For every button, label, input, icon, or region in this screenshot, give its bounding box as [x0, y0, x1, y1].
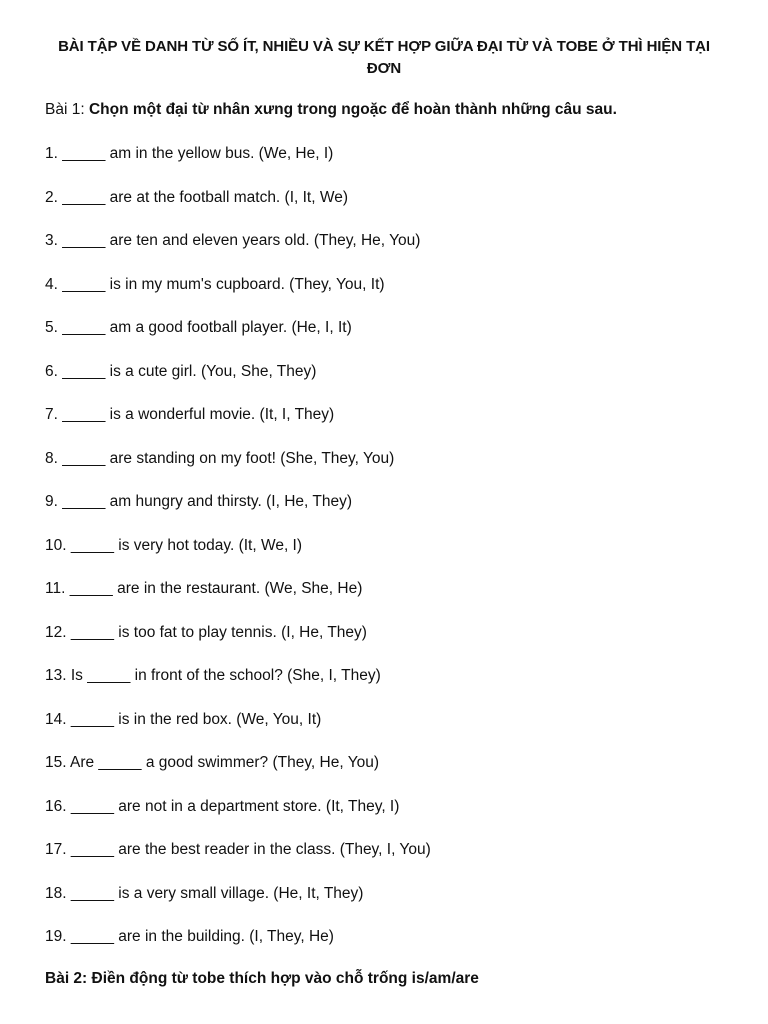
question-item: 12. _____ is too fat to play tennis. (I, He, They)	[45, 623, 367, 641]
question-item: 4. _____ is in my mum's cupboard. (They, You, It)	[45, 275, 385, 293]
question-item: 11. _____ are in the restaurant. (We, She, He)	[45, 580, 363, 597]
question-item: 18. _____ is a very small village. (He, It, They)	[45, 884, 364, 902]
question-item: 15. Are _____ a good swimmer? (They, He, You)	[45, 754, 380, 771]
exercise1-question-list	[45, 144, 431, 971]
question-item: 13. Is _____ in front of the school? (She, I, They)	[45, 667, 381, 684]
question-item: 2. _____ are at the football match. (I, It, We)	[45, 188, 348, 206]
question-item: 3. _____ are ten and eleven years old. (They, He, You)	[45, 232, 421, 249]
question-item: 9. _____ am hungry and thirsty. (I, He, They)	[45, 493, 352, 510]
question-item: 16. _____ are not in a department store. (It, They, I)	[45, 797, 400, 815]
question-item: 6. _____ is a cute girl. (You, She, They)	[45, 362, 317, 380]
question-item: 17. _____ are the best reader in the class. (They, I, You)	[45, 841, 431, 858]
exercise2-heading: Bài 2: Điền động từ tobe thích hợp vào chỗ trống is/am/are	[45, 970, 479, 987]
exercise1-instruction-text: Chọn một đại từ nhân xưng trong ngoặc để hoàn thành những câu sau.	[88, 101, 617, 118]
exercise1-label: Bài 1:	[45, 101, 89, 118]
exercise1-instruction	[45, 100, 617, 120]
question-item: 19. _____ are in the building. (I, They, He)	[45, 928, 334, 945]
document-title: BÀI TẬP VỀ DANH TỪ SỐ ÍT, NHIỀU VÀ SỰ KẾT HỢP GIỮA ĐẠI TỪ VÀ TOBE Ở THÌ HIỆN TẠI ĐƠN	[58, 38, 710, 77]
question-item: 14. _____ is in the red box. (We, You, It)	[45, 710, 322, 728]
question-item: 10. _____ is very hot today. (It, We, I)	[45, 536, 303, 554]
question-item: 5. _____ am a good football player. (He, I, It)	[45, 319, 352, 336]
question-item: 7. _____ is a wonderful movie. (It, I, They)	[45, 406, 335, 423]
question-item: 1. _____ am in the yellow bus. (We, He, I)	[45, 145, 334, 162]
question-item: 8. _____ are standing on my foot! (She, They, You)	[45, 449, 395, 467]
